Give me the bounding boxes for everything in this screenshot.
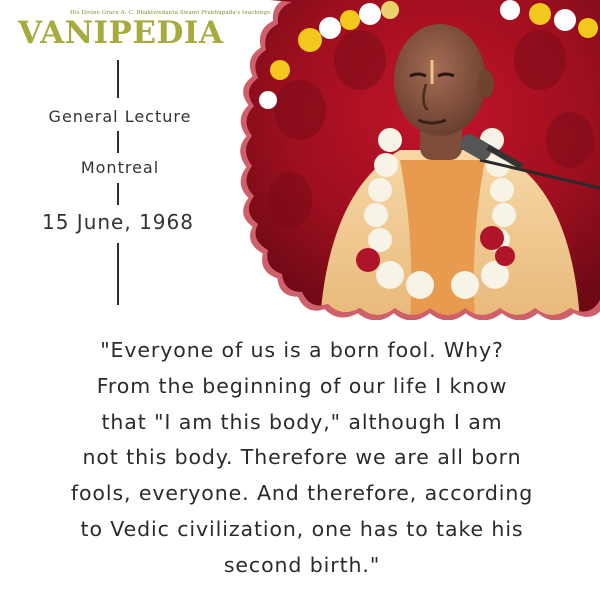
logo-wordmark: VANIPEDIA xyxy=(18,15,224,51)
divider-line xyxy=(117,183,119,205)
quote-line: "Everyone of us is a born fool. Why? xyxy=(100,338,504,362)
quote-line: not this body. Therefore we are all born xyxy=(82,445,522,470)
vanipedia-logo[interactable] xyxy=(18,10,271,52)
quote-line: that "I am this body," although I am xyxy=(101,409,503,434)
divider-line xyxy=(117,243,119,305)
lecture-location: Montreal xyxy=(80,158,160,177)
divider-line xyxy=(117,60,119,98)
logo-tagline: His Divine Grace A. C. Bhaktivedanta Swami Prabhupada's teachings xyxy=(70,10,271,16)
quote-line: second birth." xyxy=(223,552,381,577)
portrait-photo xyxy=(240,0,600,320)
quote-text xyxy=(22,333,582,584)
lecture-type: General Lecture xyxy=(48,107,192,126)
quote-line: From the beginning of our life I know xyxy=(96,373,508,398)
divider-line xyxy=(117,131,119,153)
portrait-illustration xyxy=(240,0,600,320)
lecture-date: 15 June, 1968 xyxy=(42,210,194,234)
quote-line: to Vedic civilization, one has to take his xyxy=(80,516,524,541)
quote-line: fools, everyone. And therefore, according xyxy=(70,481,534,506)
lecture-info xyxy=(0,60,240,310)
